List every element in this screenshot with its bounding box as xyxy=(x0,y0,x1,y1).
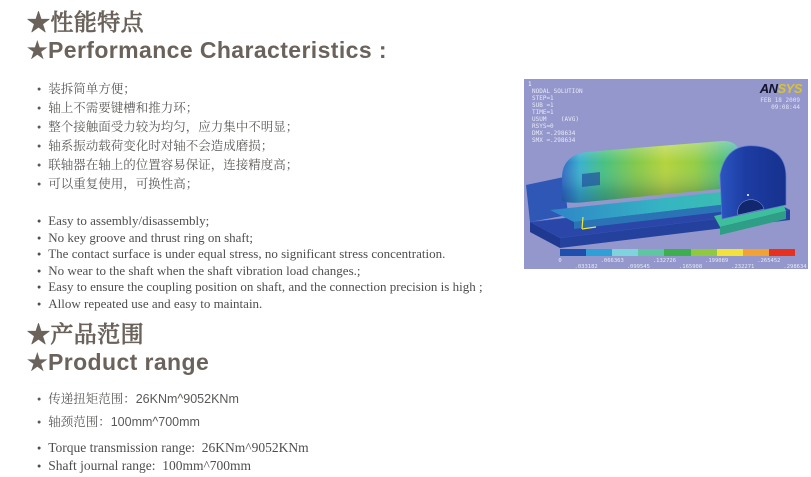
list-item xyxy=(37,99,483,118)
list-item xyxy=(37,388,309,411)
colorbar-segment xyxy=(664,249,690,256)
list-item-text: SUB =1 xyxy=(532,102,554,109)
plot-number: 1 xyxy=(528,81,532,88)
bullet-icon: ● xyxy=(37,162,42,169)
list-item-text: Easy to assembly/disassembly; xyxy=(48,213,210,228)
section-product-range xyxy=(27,320,309,475)
bullet-icon: ● xyxy=(37,233,42,242)
list-item-text: Allow repeated use and easy to maintain. xyxy=(48,295,263,311)
list-item-text: NODAL SOLUTION xyxy=(532,88,583,95)
colorbar-tick: .199089 xyxy=(705,258,729,264)
colorbar-segment xyxy=(769,249,795,256)
colorbar-tick: .232271 xyxy=(731,263,755,269)
performance-bullets-en xyxy=(37,213,483,312)
analysis-date: FEB 18 2009 xyxy=(760,97,800,104)
list-item xyxy=(532,109,583,116)
bullet-icon: ● xyxy=(37,250,42,258)
list-item xyxy=(37,80,483,99)
list-item xyxy=(532,137,583,144)
list-item xyxy=(37,156,483,175)
list-item-text: Torque transmission range: 26KNm^9052KNm xyxy=(48,440,309,455)
list-item-text: DMX =.298634 xyxy=(532,130,576,137)
list-item-text: USUM (AVG) xyxy=(532,116,579,123)
max-marker xyxy=(747,194,749,196)
colorbar-segment xyxy=(586,249,612,256)
colorbar-segment xyxy=(638,249,664,256)
performance-bullets-zh xyxy=(37,80,483,194)
bullet-icon: ● xyxy=(37,299,42,308)
list-item-text: RSYS=0 xyxy=(532,123,554,130)
list-item-text: 联轴器在轴上的位置容易保证，连接精度高； xyxy=(48,158,299,172)
list-item-text: 整个接触面受力较为均匀，应力集中不明显； xyxy=(48,120,299,134)
colorbar-segment xyxy=(560,249,586,256)
list-item xyxy=(37,230,483,247)
product-range-title-en: ★Product range xyxy=(27,349,210,375)
list-item-text: Easy to ensure the coupling position on shaft, and the connection precision is high ; xyxy=(48,279,483,294)
analysis-date-time xyxy=(760,97,800,111)
bullet-icon: ● xyxy=(37,124,42,131)
list-item xyxy=(37,213,483,230)
bullet-icon: ● xyxy=(37,266,42,275)
bullet-icon: ● xyxy=(37,396,42,403)
ansys-logo-gold: SYS xyxy=(777,81,802,96)
list-item-text: 可以重复使用，可换性高； xyxy=(48,177,199,191)
performance-title-en: ★Performance Characteristics : xyxy=(27,37,387,63)
colorbar-tick: .132726 xyxy=(652,258,677,264)
colorbar-tick: .165908 xyxy=(678,263,703,269)
colorbar-segment xyxy=(691,249,717,256)
product-range-bullets-en xyxy=(37,439,309,475)
list-item xyxy=(37,279,483,296)
list-item-text: No wear to the shaft when the shaft vibration load changes.; xyxy=(48,262,361,278)
list-item-text: SMX =.298634 xyxy=(532,137,576,144)
analysis-time: 09:08:44 xyxy=(771,104,800,111)
list-item-text: STEP=1 xyxy=(532,95,554,102)
sleeve-notch xyxy=(582,172,600,187)
list-item-text: 轴系振动载荷变化时对轴不会造成磨损； xyxy=(48,139,274,153)
bullet-icon: ● xyxy=(37,419,42,426)
colorbar-segment xyxy=(717,249,743,256)
list-item-text: 传递扭矩范围：26KNm^9052KNm xyxy=(48,392,239,406)
ansys-simulation-figure xyxy=(524,79,808,269)
list-item xyxy=(37,457,309,475)
colorbar-tick: .298634 xyxy=(783,263,807,269)
list-item xyxy=(37,296,483,313)
bullet-icon: ● xyxy=(37,283,42,291)
list-item xyxy=(37,137,483,156)
list-item xyxy=(532,95,583,102)
ansys-logo-dark: AN xyxy=(759,81,778,96)
colorbar-segment xyxy=(743,249,769,256)
color-scale-bar xyxy=(560,249,795,256)
colorbar-segment xyxy=(612,249,638,256)
bullet-icon: ● xyxy=(37,105,42,112)
list-item xyxy=(37,175,483,194)
ansys-logo xyxy=(760,81,802,96)
bullet-icon: ● xyxy=(37,181,42,188)
performance-title-zh: ★性能特点 xyxy=(27,9,144,35)
list-item xyxy=(532,88,583,95)
list-item xyxy=(37,439,309,457)
list-item-text: No key groove and thrust ring on shaft; xyxy=(48,229,253,245)
list-item xyxy=(532,123,583,130)
list-item-text: Shaft journal range: 100mm^700mm xyxy=(48,458,252,473)
color-scale-ticks xyxy=(558,258,807,269)
list-item-text: 装拆简单方便； xyxy=(48,82,136,96)
list-item xyxy=(37,263,483,280)
list-item-text: TIME=1 xyxy=(532,109,554,116)
list-item-text: 轴颈范围：100mm^700mm xyxy=(48,415,200,429)
section-performance xyxy=(27,8,483,312)
bullet-icon: ● xyxy=(37,462,42,470)
ansys-info-block xyxy=(532,88,583,144)
list-item xyxy=(532,102,583,109)
colorbar-tick: 0 xyxy=(558,258,562,264)
bullet-icon: ● xyxy=(37,444,42,452)
list-item-text: The contact surface is under equal stress, no significant stress concentration. xyxy=(48,246,446,261)
colorbar-tick: .066363 xyxy=(600,258,624,264)
colorbar-tick: .033182 xyxy=(574,263,598,269)
colorbar-tick: .265452 xyxy=(757,258,781,264)
list-item xyxy=(532,130,583,137)
product-range-title-zh: ★产品范围 xyxy=(27,321,144,347)
product-range-bullets-zh xyxy=(37,388,309,434)
list-item-text: 轴上不需要键槽和推力环； xyxy=(48,101,199,115)
list-item xyxy=(532,116,583,123)
bullet-icon: ● xyxy=(37,86,42,93)
bullet-icon: ● xyxy=(37,143,42,150)
colorbar-tick: .099545 xyxy=(626,263,650,269)
list-item xyxy=(37,411,309,434)
list-item xyxy=(37,118,483,137)
list-item xyxy=(37,246,483,263)
bullet-icon: ● xyxy=(37,217,42,225)
